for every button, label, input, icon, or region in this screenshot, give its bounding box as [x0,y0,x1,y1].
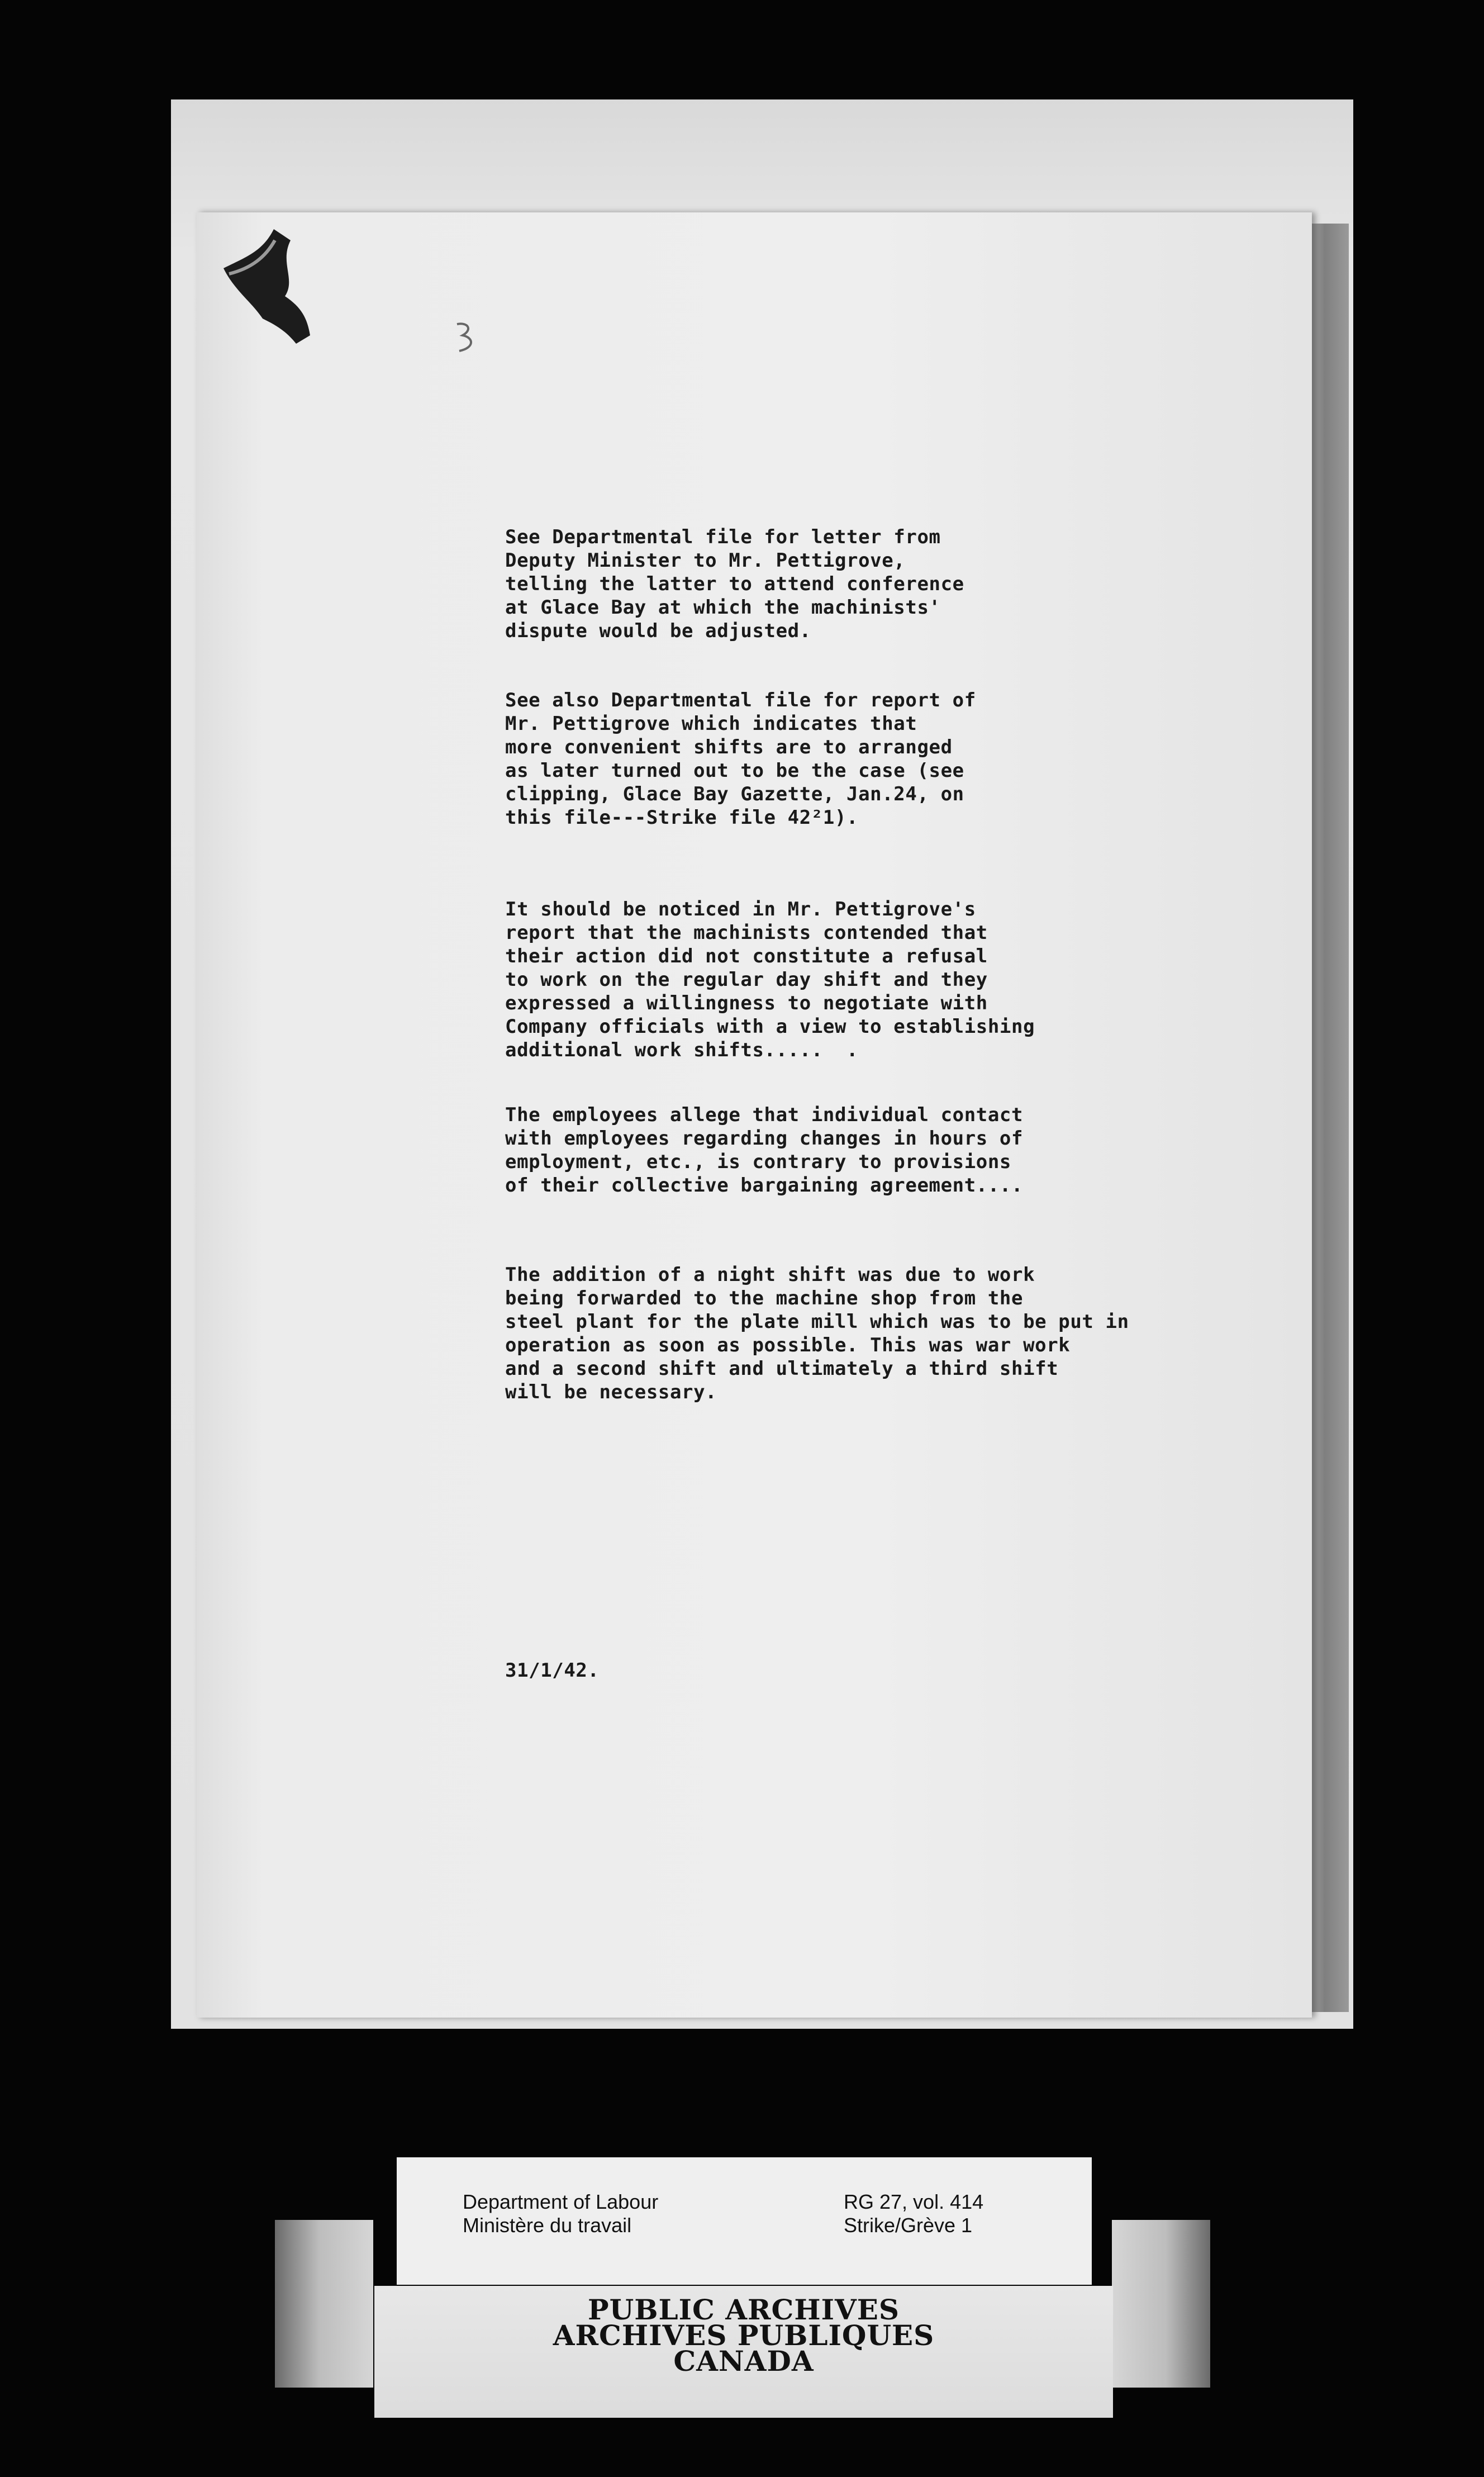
torn-corner-icon [212,224,324,347]
paragraph-night-shift: The addition of a night shift was due to work being forwarded to the machine shop from the steel plant for the plate mill which was to be put in operation as soon as possible. This was war work and a second shift and ultimately a third shift will be necessary. [505,1264,1129,1403]
paragraph-letter-reference: See Departmental file for letter from Deputy Minister to Mr. Pettigrove, telling the latter to attend conference at Glace Bay at which the machinists' dispute would be adjusted. [505,526,964,642]
holder-right-clip [1112,2220,1210,2388]
archives-title-en: PUBLIC ARCHIVES [588,2293,900,2326]
sheet-stack-edge [1309,224,1349,2012]
label-record-group: RG 27, vol. 414 [844,2190,984,2213]
pencil-mark-icon [447,319,486,358]
paragraph-machinists-contention: It should be noticed in Mr. Pettigrove's report that the machinists contended that their action did not constitute a refusal to work on the regular day shift and they expressed a willingness to negotiate with Company officials with a view to establishing additional work shifts..... . [505,898,1035,1061]
archive-label-card [397,2157,1092,2285]
paragraph-employees-allegation: The employees allege that individual contact with employees regarding changes in hours of employment, etc., is contrary to provisions of their collective bargaining agreement.... [505,1104,1024,1197]
paragraph-report-reference: See also Departmental file for report of Mr. Pettigrove which indicates that more convenient shifts are to arranged as later turned out to be the case (see clipping, Glace Bay Gazette, Jan.24, on this file---Strike file 42²1). [505,689,976,829]
label-department-en: Department of Labour [463,2190,659,2213]
holder-left-clip [275,2220,373,2388]
document-date: 31/1/42. [505,1659,600,1682]
label-department-fr: Ministère du travail [463,2214,632,2237]
archives-title-fr: ARCHIVES PUBLIQUES [553,2319,935,2352]
label-file-reference: Strike/Grève 1 [844,2214,973,2237]
archives-country: CANADA [673,2345,814,2378]
